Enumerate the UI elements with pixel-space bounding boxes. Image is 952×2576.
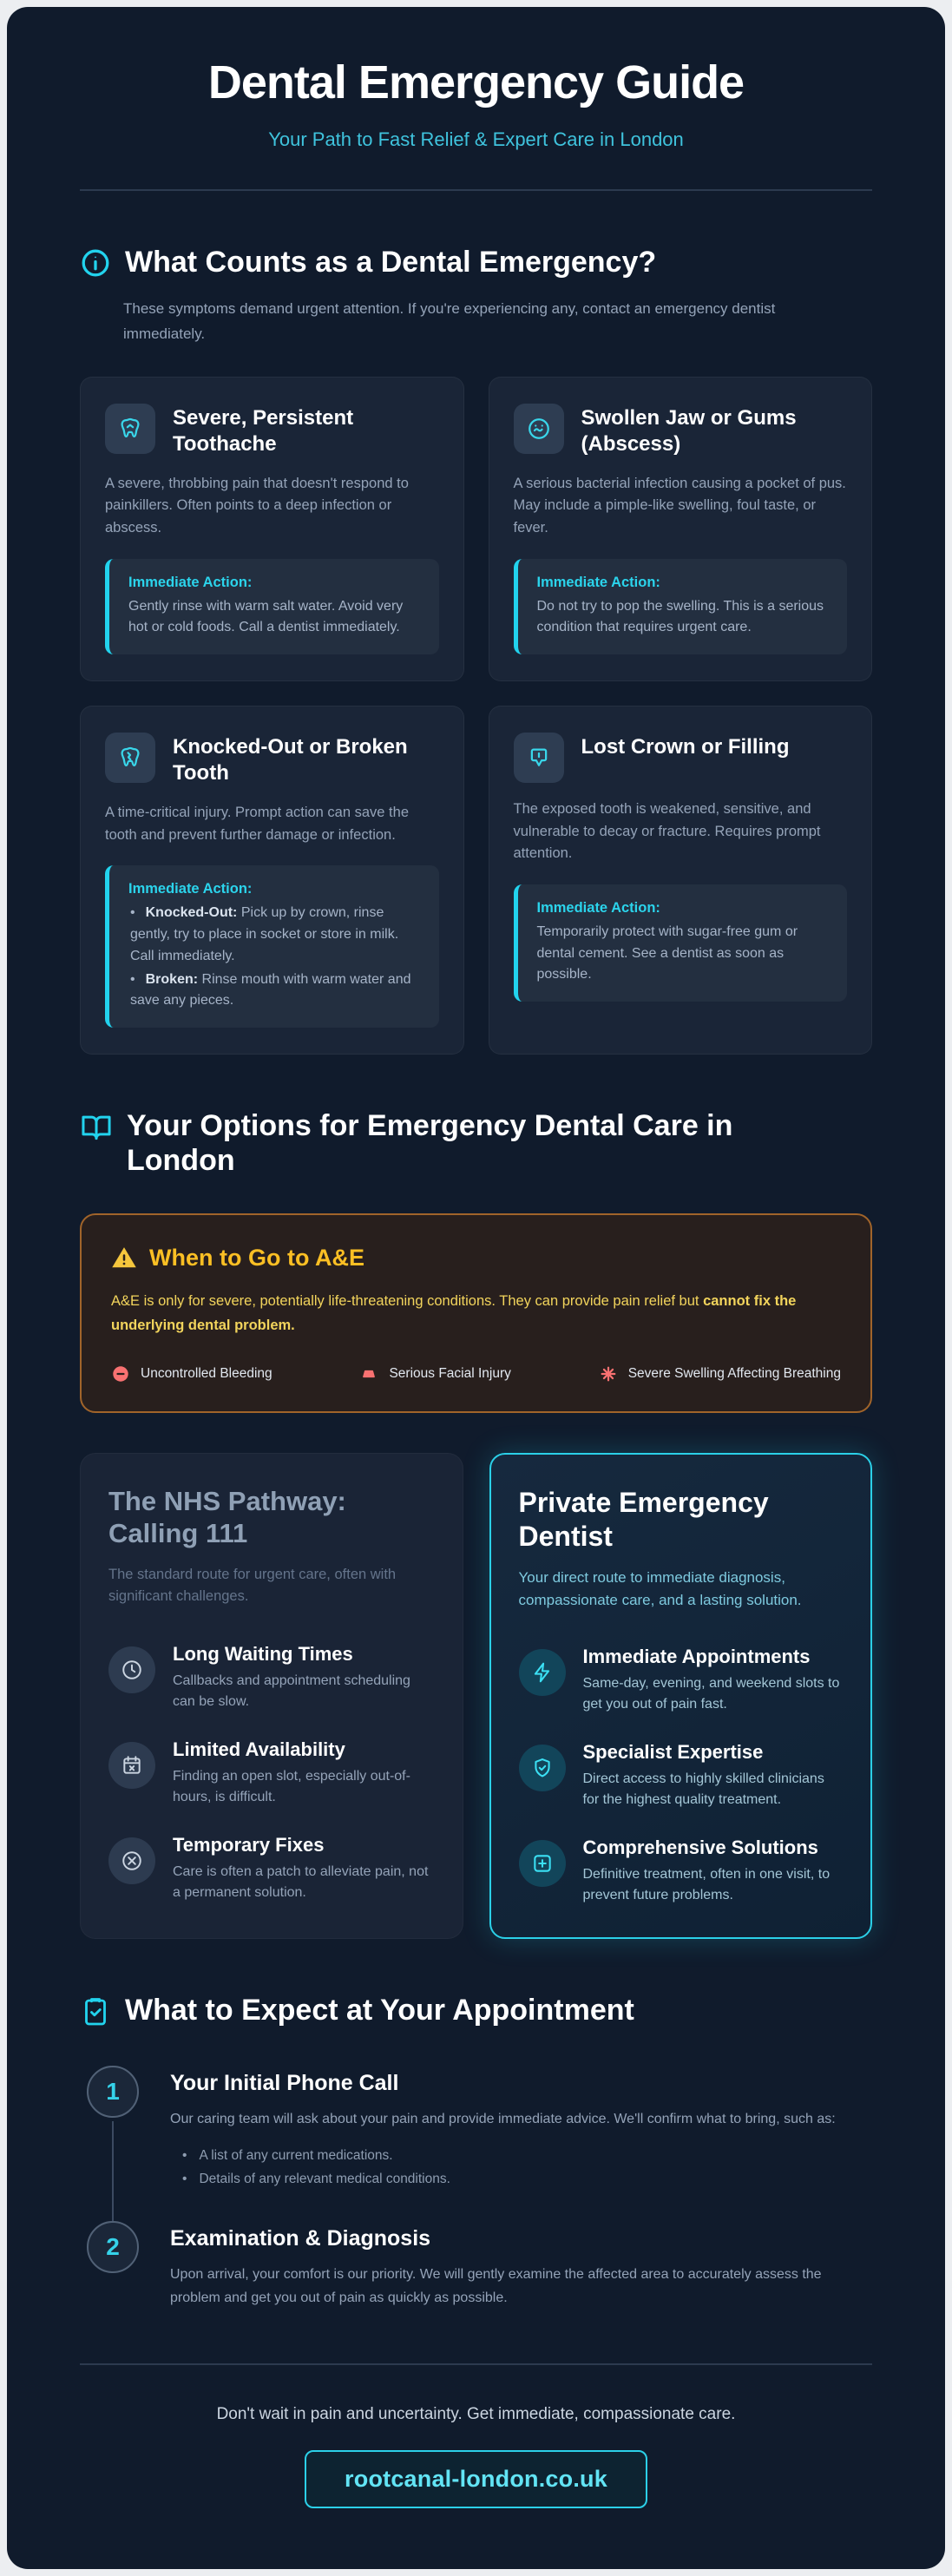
action-text: Gently rinse with warm salt water. Avoid very hot or cold foods. Call a dentist immediately. [128,598,404,635]
nhs-item-availability: Limited Availability Finding an open slot, especially out-of-hours, is difficult. [108,1738,435,1808]
private-card-title: Private Emergency Dentist [518,1487,769,1552]
calendar-x-icon [108,1742,155,1789]
page-container [7,7,945,2569]
hero-header [61,56,891,151]
header-divider [80,189,872,191]
footer-divider [80,2363,872,2365]
footer [61,2405,891,2508]
step-number-badge: 1 [87,2066,139,2118]
toothache-icon [105,404,155,454]
card-description: A severe, throbbing pain that doesn't respond to painkillers. Often points to a deep infection or abscess. [105,475,409,536]
emergency-card-knocked-out [80,706,464,1055]
nhs-card-subtitle: The standard route for urgent care, often with significant challenges. [108,1566,397,1605]
patch-icon [108,1837,155,1884]
page-title: Dental Emergency Guide [207,56,745,108]
ae-item-facial-injury: Serious Facial Injury [359,1364,510,1383]
nhs-card-title: The NHS Pathway: Calling 111 [108,1486,346,1549]
page-subtitle: Your Path to Fast Relief & Expert Care in London [268,128,684,150]
card-description: A serious bacterial infection causing a pocket of pus. May include a pimple-like swelling, foul taste, or fever. [513,475,846,536]
nhs-item-temporary: Temporary Fixes Care is often a patch to alleviate pain, not a permanent solution. [108,1834,435,1903]
emergency-section-description: These symptoms demand urgent attention. If you're experiencing any, contact an emergency dentist immediately. [123,300,776,342]
ae-warning-box [80,1213,872,1414]
immediate-action-box [514,884,848,1002]
swelling-burst-icon [599,1364,618,1383]
action-text: Temporarily protect with sugar-free gum or dental cement. See a dentist as soon as possible. [536,923,798,982]
nhs-pathway-card [80,1453,463,1939]
first-aid-icon [519,1840,566,1887]
step-1: 1 Your Initial Phone Call Our caring team will ask about your pain and provide immediate advice. We'll confirm what to bring, such as: • A list of any current medications. • Details of any relevant medical conditions. [87,2066,872,2221]
step-2: 2 Examination & Diagnosis Upon arrival, your comfort is our priority. We will gently examine the affected area to accurately assess the problem and get you out of pain as quickly as possible. [87,2221,872,2339]
ae-title: When to Go to A&E [149,1244,364,1271]
private-item-expertise: Specialist Expertise Direct access to highly skilled clinicians for the highest quality treatment. [519,1741,844,1810]
facial-injury-icon [359,1364,378,1383]
lightning-icon [519,1649,566,1696]
broken-tooth-icon [105,733,155,783]
step-bullet-list [170,2144,872,2192]
card-description: The exposed tooth is weakened, sensitive, and vulnerable to decay or fracture. Requires prompt attention. [513,801,821,862]
book-open-icon [80,1111,113,1144]
card-description: A time-critical injury. Prompt action can save the tooth and prevent further damage or infection. [105,805,409,843]
action-bullet: • Knocked-Out: Pick up by crown, rinse gently, try to place in socket or store in milk. Call immediately. [130,905,399,963]
private-dentist-card [489,1453,873,1939]
info-icon [80,247,111,279]
action-label: Immediate Action: [128,574,253,590]
emergency-card-toothache [80,377,464,681]
action-label: Immediate Action: [128,881,253,897]
card-title: Severe, Persistent Toothache [173,405,354,456]
minus-circle-icon [111,1364,130,1383]
action-label: Immediate Action: [536,899,660,916]
immediate-action-box [105,865,439,1028]
footer-text: Don't wait in pain and uncertainty. Get immediate, compassionate care. [216,2405,736,2424]
action-text: Do not try to pop the swelling. This is a serious condition that requires urgent care. [536,598,824,635]
lost-crown-icon [514,733,564,783]
clock-icon [108,1646,155,1693]
steps-list [87,2066,872,2339]
emergency-section-title: What Counts as a Dental Emergency? [125,246,657,279]
step-number-badge: 2 [87,2221,139,2273]
website-cta-button[interactable]: rootcanal-london.co.uk [305,2450,647,2508]
clipboard-check-icon [80,1995,111,2027]
emergency-card-abscess [489,377,873,681]
swollen-face-icon [514,404,564,454]
options-section-title: Your Options for Emergency Dental Care in London [127,1109,733,1178]
emergency-section [61,245,891,1055]
shield-check-icon [519,1745,566,1791]
private-item-solutions: Comprehensive Solutions Definitive treatment, often in one visit, to prevent future problems. [519,1837,844,1906]
private-card-subtitle: Your direct route to immediate diagnosis, compassionate care, and a lasting solution. [518,1569,802,1608]
immediate-action-box [514,559,848,655]
emergency-cards-grid [80,377,872,1055]
expect-section-title: What to Expect at Your Appointment [125,1994,634,2027]
card-title: Knocked-Out or Broken Tooth [173,735,408,785]
warning-triangle-icon [111,1245,137,1271]
immediate-action-box [105,559,439,655]
private-item-appointments: Immediate Appointments Same-day, evening, and weekend slots to get you out of pain fast. [519,1646,844,1715]
ae-items-row [111,1364,841,1383]
ae-text: A&E is only for severe, potentially life-threatening conditions. They can provide pain relief but cannot fix the underlying dental problem. [111,1292,797,1334]
card-title: Lost Crown or Filling [581,735,790,759]
action-label: Immediate Action: [536,574,660,590]
card-title: Swollen Jaw or Gums (Abscess) [581,405,797,456]
options-section [61,1108,891,1939]
nhs-item-waiting: Long Waiting Times Callbacks and appointment scheduling can be slow. [108,1643,435,1712]
ae-item-bleeding: Uncontrolled Bleeding [111,1364,272,1383]
action-bullet: • Broken: Rinse mouth with warm water and save any pieces. [130,971,411,1009]
step-bullet: • Details of any relevant medical conditions. [182,2172,450,2187]
step-bullet: • A list of any current medications. [182,2147,393,2163]
emergency-card-lost-crown [489,706,873,1055]
pathway-columns [80,1453,872,1939]
ae-item-swelling: Severe Swelling Affecting Breathing [599,1364,841,1383]
action-bullet-list [128,903,420,1012]
expect-section [61,1993,891,2339]
